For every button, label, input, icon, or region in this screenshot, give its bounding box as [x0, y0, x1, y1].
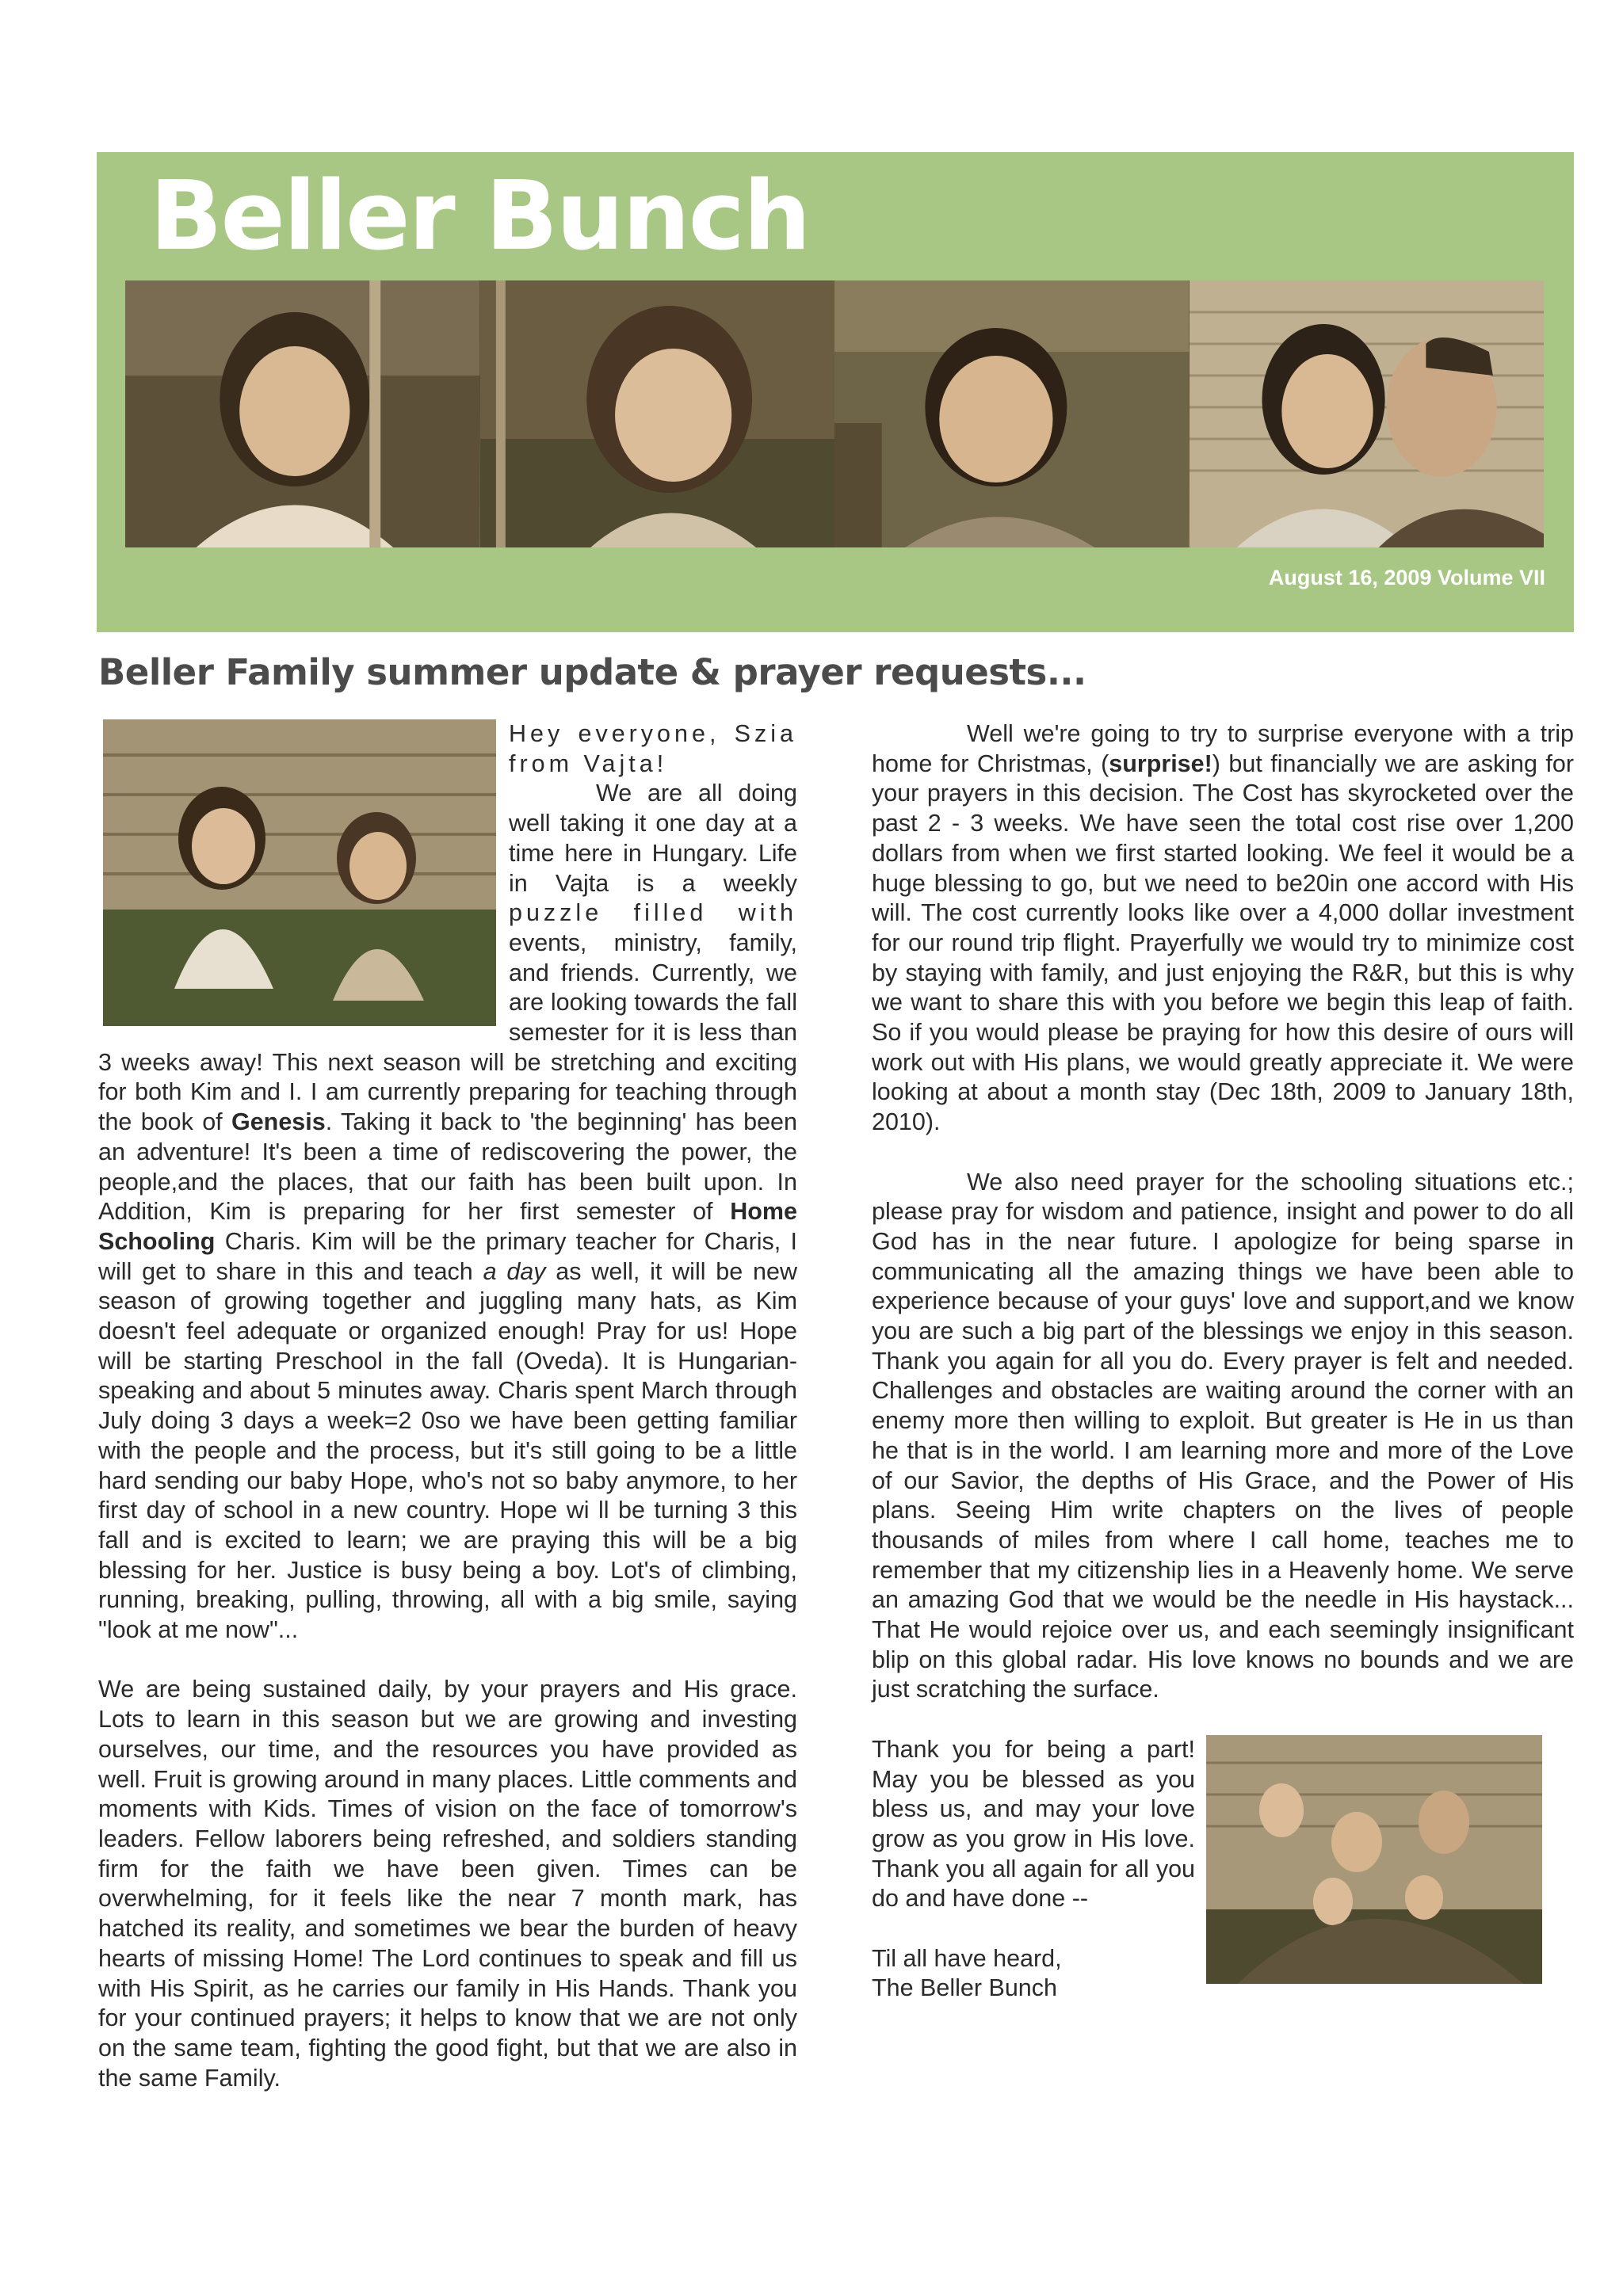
- couple-photo: [1190, 280, 1545, 547]
- body-text: Charis. Kim will be the primary teacher for Charis, I will get to share in this and teach: [98, 1227, 797, 1285]
- signature: The Beller Bunch: [872, 1974, 1057, 2002]
- closing-line: Til all have heard,: [872, 1944, 1062, 1972]
- girl-portrait-photo: [125, 280, 480, 547]
- home-schooling-emphasis: Home Schooling: [98, 1198, 797, 1255]
- surprise-emphasis: surprise!: [1109, 749, 1212, 777]
- body-text: as well, it will be new season of growing together and juggling many hats, as Kim doesn't feel adequate or organized enough! Pray for us! Hope will be starting Preschool in the fall (Oveda). It is Hungarian-speaking and about 5 minutes away. Charis spent March through July doing 3 days a week=2 0so we have been getting familiar with the people and the process, but it's still going to be a little hard sending our baby Hope, who's not so baby anymore, to her first day of school in a new country. Hope wi ll be turning 3 this fall and is excited to learn; we are praying this will be a big blessing for her. Justice is busy being a boy. Lot's of climbing, running, breaking, pulling, throwing, all with a big smile, saying "look at me now"...: [98, 1257, 797, 1644]
- article-headline: Beller Family summer update & prayer requests...: [98, 651, 1086, 693]
- body-text: ) but financially we are asking for your prayers in this decision. The Cost has skyrocketed over the past 2 - 3 weeks. We have seen the total cost rise over 1,200 dollars from when we first started looking. We feel it would be a huge blessing to go, but we need to be20in one accord with His will. The cost currently looks like over a 4,000 dollar investment for our round trip flight. Prayerfully we would try to minimize cost by staying with family, and just enjoying the R&R, but this is why we want to share this with you before we begin this leap of faith. So if you would please be praying for how this desire of ours will work out with His plans, we would greatly appreciate it. We were looking at about a month stay (Dec 18th, 2009 to January 18th, 2010).: [872, 749, 1575, 1136]
- girl-on-swing-photo: [480, 280, 835, 547]
- body-text: We are all doing well taking it one day at a time here in Hungary. Life in Vajta is a weekly: [509, 780, 797, 897]
- body-text: . Taking it back to 'the beginning' has been an adventure! It's been a time of rediscovering the power, the people,and the places, that our faith has been built upon. In Addition, Kim is preparing for her first semester of: [98, 1108, 797, 1226]
- sisters-photo: [103, 719, 496, 1026]
- body-text: puzzle filled with: [509, 899, 797, 927]
- paragraph-schooling: We also need prayer for the schooling situations etc.; please pray for wisdom and patience, insight and power to do all God has in the near future. I apologize for being sparse in communicating all the amazing things we have been able to experience because of your guys' love and support,and we know you are such a big part of the blessings we enjoy in this season. Thank you again for all you do. Every prayer is felt and needed. Challenges and obstacles are waiting around the corner with an enemy more then willing to exploit. But greater is He in us than he that is in the world. I am learning more and more of the Love of our Savior, the depths of His Grace, and the Power of His plans. Seeing Him write chapters on the lives of people thousands of miles from where I call home, teaches me to remember that my citizenship lies in a Heavenly home. We serve an amazing God that we would be the needle in His haystack... That He would rejoice over us, and each seemingly insignificant blip on this global radar. His love knows no bounds and we are just scratching the surface.: [872, 1168, 1574, 1703]
- a-day-emphasis: a day: [483, 1257, 546, 1285]
- masthead-banner: [97, 152, 1574, 632]
- greeting-text: Hey everyone, Szia from Vajta!: [509, 720, 797, 777]
- family-photo: [1206, 1735, 1542, 1984]
- paragraph-sustained: We are being sustained daily, by your prayers and His grace. Lots to learn in this season but we are growing and investing ourselves, our time, and the resources you have provided as well. Fruit is growing around in many places. Little comments and moments with Kids. Times of vision on the face of tomorrow's leaders. Fellow laborers being refreshed, and soldiers standing firm for the faith we have been given. Times can be overwhelming, for it feels like the near 7 month mark, has hatched its reality, and sometimes we bear the burden of heavy hearts of missing Home! The Lord continues to speak and fill us with His Spirit, as he carries our family in His Hands. Thank you for your continued prayers; it helps to know that we are not only on the same team, fighting the good fight, but that we are also in the same Family.: [98, 1676, 797, 2092]
- newsletter-title: Beller Bunch: [150, 162, 810, 272]
- left-column: [98, 719, 797, 2093]
- right-column: [872, 719, 1574, 2004]
- genesis-emphasis: Genesis: [231, 1108, 326, 1136]
- baby-boy-photo: [834, 280, 1190, 547]
- body-text: Well we're going to try to surprise everyone with a trip home for Christmas, (: [872, 720, 1574, 777]
- photo-strip: [125, 280, 1544, 547]
- paragraph-thank-you: Thank you for being a part! May you be blessed as you bless us, and may your love grow as you grow in His love. Thank you all again for all you do and have done --: [872, 1735, 1195, 1913]
- body-text: events, ministry, family, and friends. Currently, we are looking towards the fall semester for it is less than 3 weeks away! This next season will be stretching and exciting for both Kim and I. I am currently preparing for teaching through the book of: [98, 929, 797, 1136]
- issue-date: August 16, 2009 Volume VII: [1268, 566, 1545, 589]
